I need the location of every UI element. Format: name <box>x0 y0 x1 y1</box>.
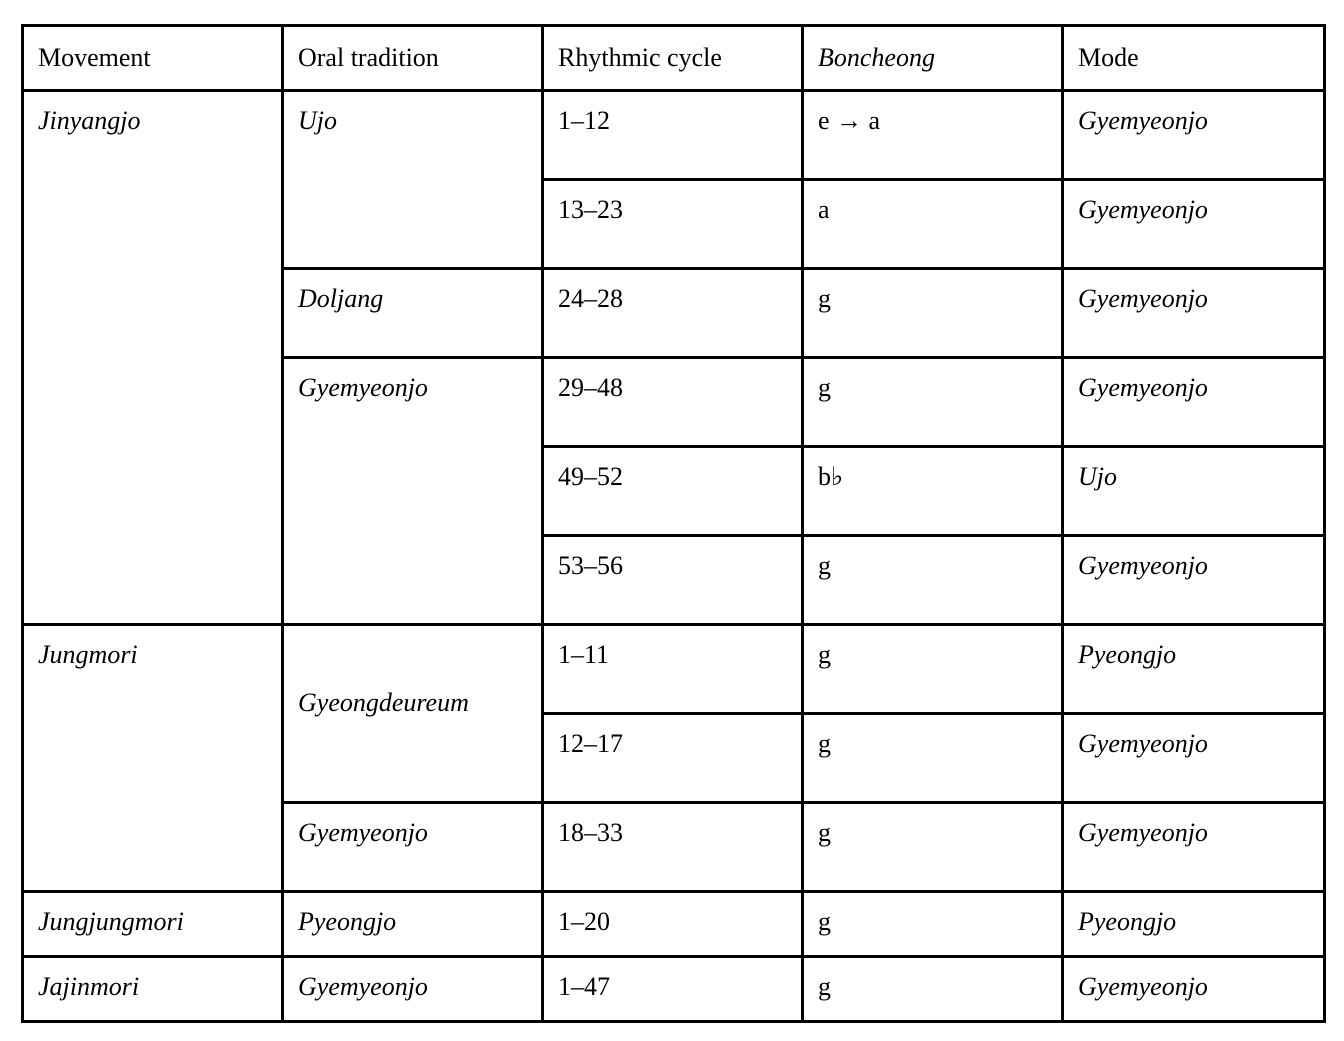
table-row <box>23 957 1325 1022</box>
boncheong-cell: b♭ <box>803 447 1063 536</box>
rhythmic-cycle-cell: 1–12 <box>543 91 803 180</box>
rhythmic-cycle-cell: 49–52 <box>543 447 803 536</box>
boncheong-cell: g <box>803 714 1063 803</box>
header-movement: Movement <box>23 26 283 91</box>
oral-tradition-cell: Pyeongjo <box>283 892 543 957</box>
movements-table-container <box>21 24 1326 1023</box>
rhythmic-cycle-cell: 12–17 <box>543 714 803 803</box>
boncheong-cell: g <box>803 536 1063 625</box>
movement-cell: Jungjungmori <box>23 892 283 957</box>
movements-table <box>21 24 1326 1023</box>
mode-cell: Gyemyeonjo <box>1063 91 1325 180</box>
rhythmic-cycle-cell: 13–23 <box>543 180 803 269</box>
oral-tradition-cell: Gyemyeonjo <box>283 358 543 625</box>
mode-cell: Gyemyeonjo <box>1063 269 1325 358</box>
oral-tradition-cell: Gyemyeonjo <box>283 957 543 1022</box>
rhythmic-cycle-cell: 24–28 <box>543 269 803 358</box>
boncheong-cell: g <box>803 269 1063 358</box>
mode-cell: Gyemyeonjo <box>1063 803 1325 892</box>
movement-cell: Jinyangjo <box>23 91 283 625</box>
header-oral-tradition: Oral tradition <box>283 26 543 91</box>
mode-cell: Gyemyeonjo <box>1063 358 1325 447</box>
oral-tradition-cell: Doljang <box>283 269 543 358</box>
rhythmic-cycle-cell: 1–47 <box>543 957 803 1022</box>
header-boncheong: Boncheong <box>803 26 1063 91</box>
boncheong-cell: g <box>803 803 1063 892</box>
header-row <box>23 26 1325 91</box>
boncheong-cell: e → a <box>803 91 1063 180</box>
boncheong-cell: g <box>803 625 1063 714</box>
boncheong-cell: g <box>803 358 1063 447</box>
boncheong-cell: a <box>803 180 1063 269</box>
table-row <box>23 625 1325 714</box>
mode-cell: Gyemyeonjo <box>1063 714 1325 803</box>
mode-cell: Pyeongjo <box>1063 892 1325 957</box>
mode-cell: Gyemyeonjo <box>1063 957 1325 1022</box>
oral-tradition-cell: Ujo <box>283 91 543 269</box>
header-rhythmic-cycle: Rhythmic cycle <box>543 26 803 91</box>
mode-cell: Pyeongjo <box>1063 625 1325 714</box>
table-row <box>23 892 1325 957</box>
mode-cell: Gyemyeonjo <box>1063 180 1325 269</box>
movement-cell: Jajinmori <box>23 957 283 1022</box>
boncheong-cell: g <box>803 957 1063 1022</box>
rhythmic-cycle-cell: 29–48 <box>543 358 803 447</box>
rhythmic-cycle-cell: 53–56 <box>543 536 803 625</box>
rhythmic-cycle-cell: 1–20 <box>543 892 803 957</box>
oral-tradition-cell: Gyeongdeureum <box>283 625 543 803</box>
mode-cell: Ujo <box>1063 447 1325 536</box>
boncheong-cell: g <box>803 892 1063 957</box>
mode-cell: Gyemyeonjo <box>1063 536 1325 625</box>
rhythmic-cycle-cell: 1–11 <box>543 625 803 714</box>
header-mode: Mode <box>1063 26 1325 91</box>
oral-tradition-cell: Gyemyeonjo <box>283 803 543 892</box>
rhythmic-cycle-cell: 18–33 <box>543 803 803 892</box>
movement-cell: Jungmori <box>23 625 283 892</box>
table-row <box>23 91 1325 180</box>
